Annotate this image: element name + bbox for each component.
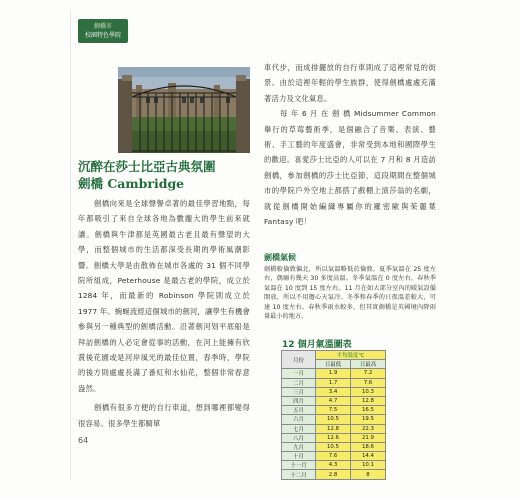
table-row (282, 396, 386, 405)
low-cell: 1.9 (316, 369, 351, 378)
high-cell: 8 (351, 470, 386, 479)
table-header-row (282, 351, 386, 360)
climate-text: 劍橋較倫敦偏北，所以氣溫略低於倫敦。夏季氣溫在 25 度左右，偶爾有幾天 30 多度高溫。冬季氣溫在 0 度左右，春秋季氣溫在 10 度到 15 度左右。11 月在如大部分室內的暖氣設備開放，所以不用擔心天氣冷。冬季和春季的日夜溫差較大，可達 10 度左右。春秋季雨水較多，但其實劍橋是英國境內降雨量最小的地方。 (264, 266, 436, 321)
low-cell: 12.8 (316, 424, 351, 433)
low-cell: 1.7 (316, 378, 351, 387)
month-cell: 五月 (282, 406, 316, 415)
month-cell: 八月 (282, 433, 316, 442)
month-cell: 十二月 (282, 470, 316, 479)
low-cell: 4.3 (316, 461, 351, 470)
section-badge (78, 19, 128, 43)
high-cell: 7.2 (351, 369, 386, 378)
month-cell: 四月 (282, 396, 316, 405)
low-cell: 12.6 (316, 433, 351, 442)
month-cell: 九月 (282, 442, 316, 451)
college-gate-illustration (118, 67, 250, 153)
month-cell: 七月 (282, 424, 316, 433)
high-cell: 21.9 (351, 433, 386, 442)
right-paragraph-2: 每 年 6 月 在 劍 橋 Midsummer Common 舉行的草莓藝術季，是個融合了音樂、表演、藝術、手工藝的年度盛會，非常受到本地和國際學生的歡迎。喜愛莎士比亞的人可以在 7 月和 8 月造訪劍橋，參加劍橋的莎士比亞節，這段期間在整個城市的學院戶外空地上都搭了戲棚上演莎翁的名劇，就從劍橋開始編織專屬你的羅密歐與茱麗葉 Fantasy 吧！ (264, 109, 436, 227)
page-number: 64 (78, 436, 89, 445)
college-photo (118, 67, 250, 153)
low-cell: 4.7 (316, 396, 351, 405)
low-header: 日最低 (316, 360, 351, 369)
high-cell: 10.3 (351, 387, 386, 396)
high-cell: 19.5 (351, 415, 386, 424)
table-body (282, 369, 386, 479)
high-cell: 7.6 (351, 378, 386, 387)
low-cell: 10.5 (316, 415, 351, 424)
climate-heading: 劍橋氣候 (264, 253, 296, 262)
month-cell: 十一月 (282, 461, 316, 470)
article-title-line2: 劍橋 Cambridge (78, 176, 185, 191)
high-cell: 22.3 (351, 424, 386, 433)
article-title-line1: 沉醉在莎士比亞古典氛圍 (78, 159, 216, 174)
low-cell: 10.5 (316, 442, 351, 451)
table-row (282, 461, 386, 470)
low-cell: 7.5 (316, 406, 351, 415)
month-header: 月份 (282, 351, 316, 369)
left-column (78, 196, 250, 435)
low-cell: 2.8 (316, 470, 351, 479)
high-cell: 12.8 (351, 396, 386, 405)
table-row (282, 433, 386, 442)
section-badge-line2: 校園特色學院 (84, 32, 121, 39)
article-title (78, 158, 216, 192)
page-gutter (70, 10, 71, 480)
high-header: 日最高 (351, 360, 386, 369)
high-cell: 16.5 (351, 406, 386, 415)
high-cell: 18.6 (351, 442, 386, 451)
left-paragraph-2: 劍橋有很多方便的自行車道，想到哪裡都變得很容易。很多學生都騎單 (78, 403, 250, 428)
table-row (282, 442, 386, 451)
table-row (282, 406, 386, 415)
avg-temp-header: 平均溫度℃ (316, 351, 386, 360)
table-row (282, 369, 386, 378)
month-cell: 六月 (282, 415, 316, 424)
table-row (282, 387, 386, 396)
table-row (282, 415, 386, 424)
month-cell: 三月 (282, 387, 316, 396)
right-column (264, 60, 436, 229)
low-cell: 7.6 (316, 452, 351, 461)
left-paragraph-1: 劍橋向來是全球聲譽卓著的最佳學習地點，每年都吸引了來自全球各地為數龐大的學生前來就讀。劍橋與牛津都是英國最古老且最有聲望的大學，而整個城市的生活都深受長期的學術風潮影響。劍橋大學是由散佈在城市各處的 31 個不同學院所組成，Peterhouse 是最古老的學院，成立於 1284 年，而最新的 Robinson 學院則成立於 1977 年。蜿蜒流經這個城市的劍河，讓學生有機會參與另一種典型的劍橋活動。沿著劍河划平底船是拜訪劍橋的人必定會從事的活動，在河上能擁有欣賞後花園或是河岸風光的最佳位置，春季時，學院的後方則處處長滿了番紅和水仙花，整個非常春意盎然。 (78, 199, 250, 393)
table-row (282, 452, 386, 461)
table-row (282, 424, 386, 433)
temperature-table (281, 350, 386, 480)
table-row (282, 470, 386, 479)
section-badge-line1: 劍橋市 (93, 23, 112, 30)
low-cell: 3.4 (316, 387, 351, 396)
high-cell: 10.1 (351, 461, 386, 470)
high-cell: 14.4 (351, 452, 386, 461)
month-cell: 十月 (282, 452, 316, 461)
table-title: 12 個月氣溫圖表 (282, 340, 352, 350)
month-cell: 一月 (282, 369, 316, 378)
table-row (282, 378, 386, 387)
right-paragraph-1: 車代步，而成排擺放的自行車則成了這裡常見的街景。由於這裡年輕的學生族群，使得劍橋處處充滿著活力及文化氣息。 (264, 63, 436, 103)
month-cell: 二月 (282, 378, 316, 387)
